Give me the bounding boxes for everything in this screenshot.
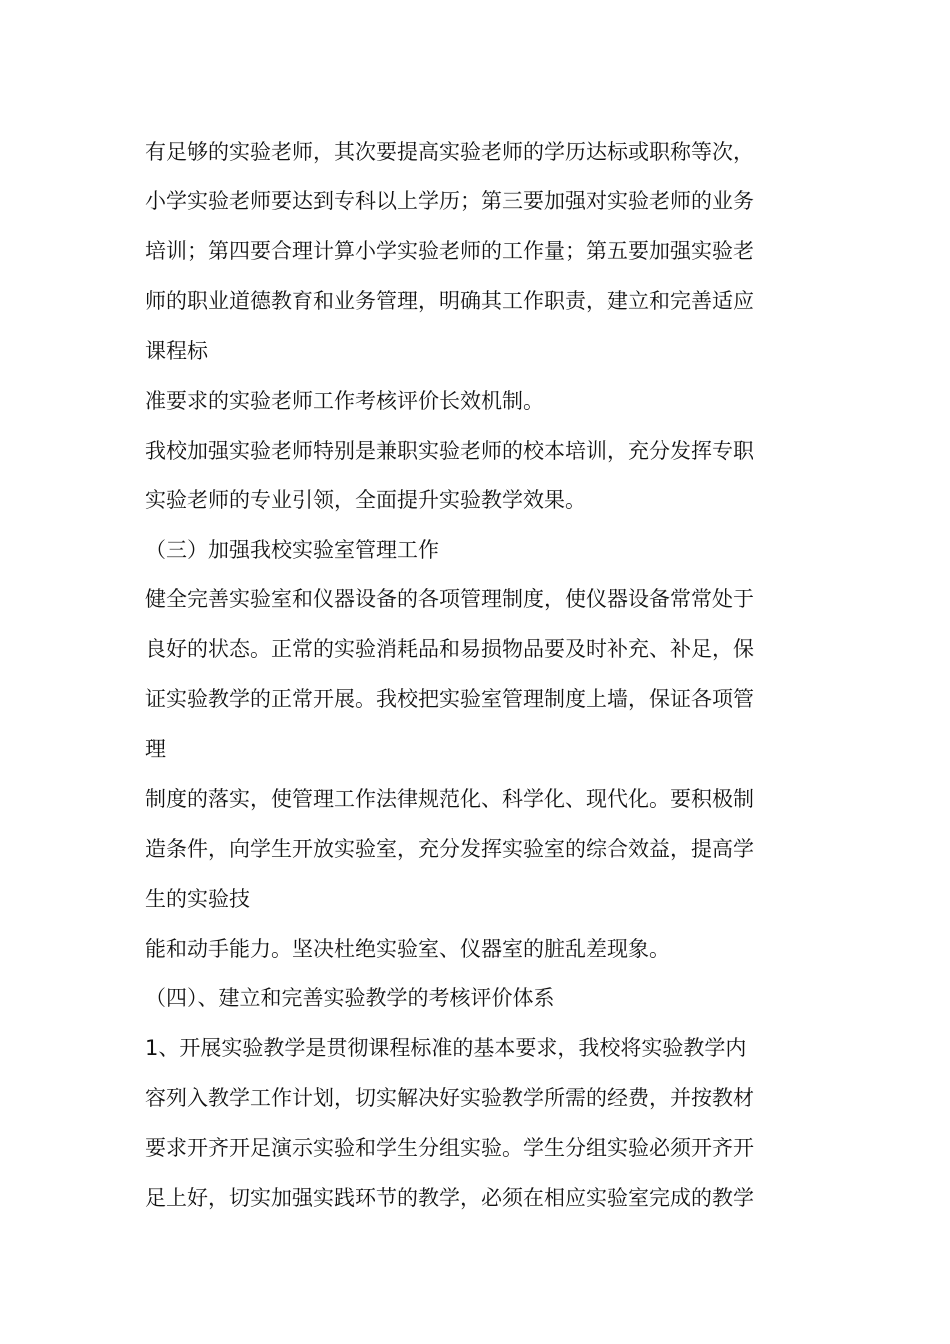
text-line: 能和动手能力。坚决杜绝实验室、仪器室的脏乱差现象。: [145, 937, 670, 961]
text-line: 证实验教学的正常开展。我校把实验室管理制度上墙，保证各项管: [145, 687, 754, 711]
text-line: 课程标: [145, 339, 208, 363]
text-line: 小学实验老师要达到专科以上学历；第三要加强对实验老师的业务: [145, 189, 754, 213]
text-line: 培训；第四要合理计算小学实验老师的工作量；第五要加强实验老: [145, 239, 754, 263]
text-line: 造条件，向学生开放实验室，充分发挥实验室的综合效益，提高学: [145, 837, 754, 861]
text-line: 良好的状态。正常的实验消耗品和易损物品要及时补充、补足，保: [145, 637, 754, 661]
text-line: 制度的落实，使管理工作法律规范化、科学化、现代化。要积极制: [145, 787, 754, 811]
text-line: 准要求的实验老师工作考核评价长效机制。: [145, 389, 544, 413]
text-line: 有足够的实验老师，其次要提高实验老师的学历达标或职称等次，: [145, 140, 754, 164]
text-line: 足上好，切实加强实践环节的教学，必须在相应实验室完成的教学: [145, 1186, 754, 1210]
text-line: 实验老师的专业引领，全面提升实验教学效果。: [145, 488, 586, 512]
text-line: 1、开展实验教学是贯彻课程标准的基本要求，我校将实验教学内: [145, 1036, 747, 1060]
text-line: 健全完善实验室和仪器设备的各项管理制度，使仪器设备常常处于: [145, 587, 754, 611]
section-heading: （三）加强我校实验室管理工作: [145, 538, 439, 562]
text-line: 要求开齐开足演示实验和学生分组实验。学生分组实验必须开齐开: [145, 1136, 754, 1160]
section-heading: （四）、建立和完善实验教学的考核评价体系: [145, 986, 555, 1010]
text-line: 我校加强实验老师特别是兼职实验老师的校本培训，充分发挥专职: [145, 439, 754, 463]
text-line: 理: [145, 737, 166, 761]
text-line: 师的职业道德教育和业务管理，明确其工作职责，建立和完善适应: [145, 289, 754, 313]
text-line: 生的实验技: [145, 887, 250, 911]
text-line: 容列入教学工作计划，切实解决好实验教学所需的经费，并按教材: [145, 1086, 754, 1110]
